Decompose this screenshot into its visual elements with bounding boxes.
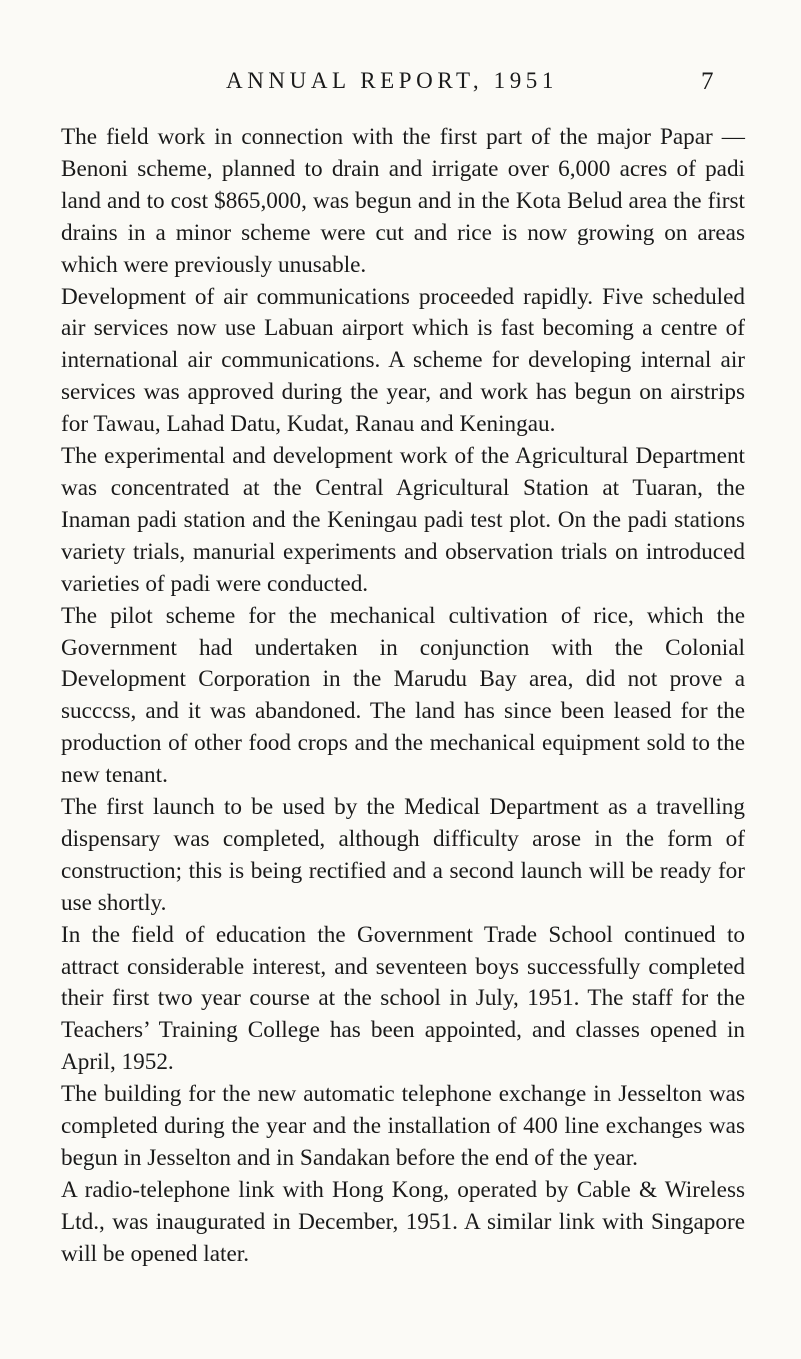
paragraph-mechanical-cultivation: The pilot scheme for the mechanical cultivation of rice, which the Government had undertaken in conjunction with the Colonial Development Corporation in the Marudu Bay area, did not prove a succcss, and it was abandoned. The land has since been leased for the production of other food crops and the mechanical equipment sold to the new tenant. [61, 602, 745, 789]
paragraph-radio-telephone: A radio-telephone link with Hong Kong, operated by Cable & Wireless Ltd., was inaugurated in December, 1951. A similar link with Singapore will be opened later. [61, 1176, 745, 1267]
paragraph-drainage-scheme: The field work in connection with the first part of the major Papar — Benoni scheme, planned to drain and irrigate over 6,000 acres of padi land and to cost $865,000, was begun and in the Kota Belud area the first drains in a minor scheme were cut and rice is now growing on areas which were previously unusable. [61, 124, 745, 278]
paragraph-air-communications: Development of air communications proceeded rapidly. Five scheduled air services now use Labuan airport which is fast becoming a centre of international air communications. A scheme for developing internal air services was approved during the year, and work has begun on airstrips for Tawau, Lahad Datu, Kudat, Ranau and Keningau. [61, 283, 745, 438]
paragraph-medical-launch: The first launch to be used by the Medical Department as a travelling dispensary was completed, although difficulty arose in the form of construction; this is being rectified and a second launch will be ready for use shortly. [61, 794, 745, 916]
paragraph-agricultural-department: The experimental and development work of the Agricultural Department was concentrated at the Central Agricultural Station at Tuaran, the Inaman padi station and the Keningau padi test plot. On the padi stations variety trials, manurial experiments and observation trials on introduced varieties of padi were conducted. [61, 443, 745, 597]
page-number: 7 [701, 68, 714, 95]
page-header [0, 68, 801, 102]
body-text [61, 122, 745, 1271]
paragraph-telephone-exchange: The building for the new automatic telephone exchange in Jesselton was completed during the year and the installation of 400 line exchanges was begun in Jesselton and in Sandakan before the end of the year. [61, 1081, 745, 1171]
running-title: ANNUAL REPORT, 1951 [226, 68, 558, 93]
paragraph-education: In the field of education the Government Trade School continued to attract considerable interest, and seventeen boys successfully completed their first two year course at the school in July, 1951. The staff for the Teachers’ Training College has been appointed, and classes opened in April, 1952. [61, 921, 745, 1076]
